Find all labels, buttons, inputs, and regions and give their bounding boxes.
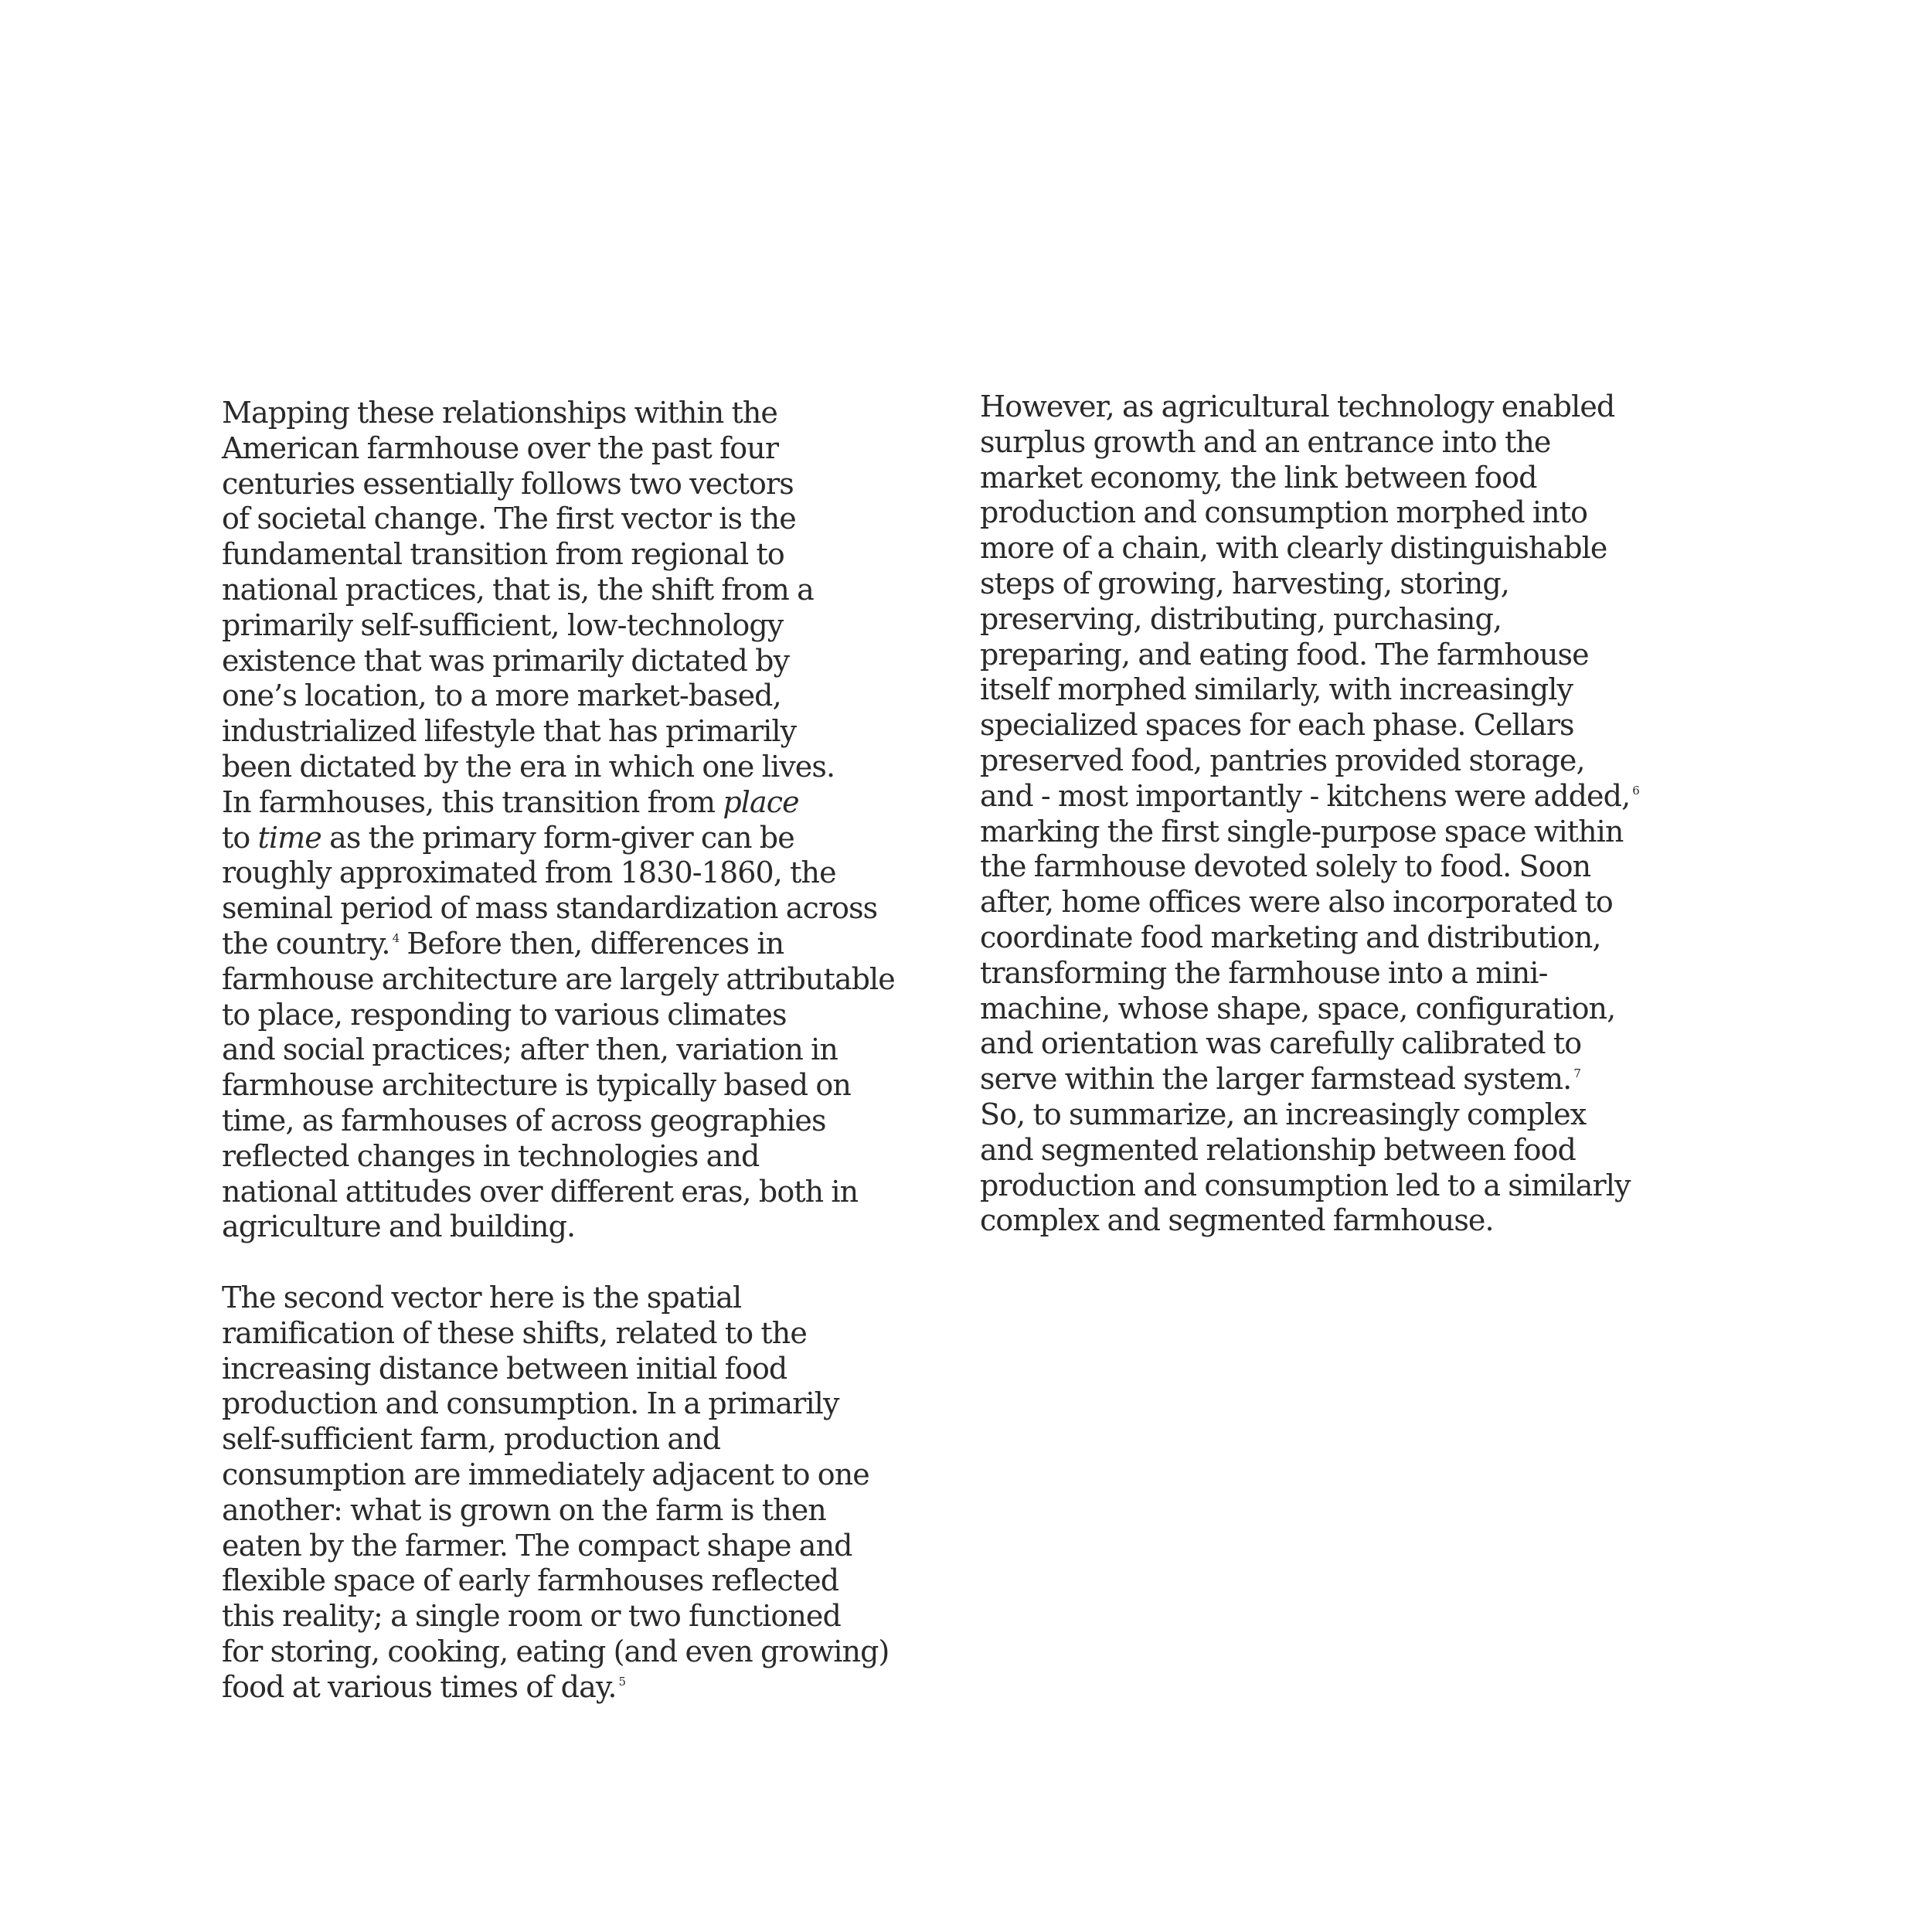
text-line: and segmented relationship between food [980, 1132, 1576, 1167]
paragraph-3 [980, 389, 1639, 1239]
text-line: the farmhouse devoted solely to food. Soon [980, 849, 1591, 884]
text-line: itself morphed similarly, with increasingly [980, 672, 1573, 707]
text-line: complex and segmented farmhouse. [980, 1203, 1494, 1238]
text-line [222, 785, 855, 821]
text-line: one’s location, to a more market-based, [222, 679, 781, 713]
text-line: roughly approximated from 1830-1860, the [222, 855, 836, 890]
text-line [980, 1062, 1614, 1097]
text-line: flexible space of early farmhouses reflected [222, 1563, 839, 1598]
text-line: machine, whose shape, space, configuration, [980, 991, 1616, 1026]
text-line: eaten by the farmer. The compact shape and [222, 1528, 852, 1563]
text-line: The second vector here is the spatial [222, 1280, 742, 1315]
text-line: However, as agricultural technology enabled [980, 389, 1615, 423]
text-run: Before then, differences in [399, 926, 784, 961]
text-line: preserved food, pantries provided storage, [980, 743, 1585, 777]
text-line: preparing, and eating food. The farmhouse [980, 637, 1589, 672]
text-run: and - most importantly - kitchens were added, [980, 778, 1631, 813]
text-line [222, 927, 855, 962]
text-run: In farmhouses, this transition from [222, 784, 723, 819]
text-line: fundamental transition from regional to [222, 537, 784, 572]
text-line: after, home offices were also incorporated to [980, 885, 1613, 920]
left-column [222, 396, 895, 1705]
text-run: serve within the larger farmstead system. [980, 1062, 1572, 1097]
text-line: been dictated by the era in which one lives. [222, 749, 835, 784]
text-line: primarily self-sufficient, low-technology [222, 607, 784, 642]
text-line: production and consumption. In a primarily [222, 1386, 839, 1421]
text-line: another: what is grown on the farm is then [222, 1492, 826, 1527]
text-line: American farmhouse over the past four [222, 430, 779, 465]
text-line: marking the first single-purpose space within [980, 814, 1624, 849]
text-run: food at various times of day. [222, 1669, 617, 1704]
text-line: reflected changes in technologies and [222, 1138, 760, 1173]
paragraph-1 [222, 396, 895, 1245]
text-line [980, 778, 1639, 815]
text-line [222, 1670, 855, 1706]
text-line: production and consumption led to a similarly [980, 1168, 1631, 1202]
footnote-marker-4: 4 [392, 930, 400, 945]
text-line: for storing, cooking, eating (and even growing) [222, 1634, 889, 1668]
text-run: as the primary form-giver can be [321, 820, 794, 855]
footnote-marker-5: 5 [618, 1674, 626, 1689]
text-run: the country. [222, 926, 390, 961]
text-line: this reality; a single room or two functioned [222, 1599, 841, 1634]
text-line: increasing distance between initial food [222, 1351, 787, 1386]
footnote-marker-7: 7 [1573, 1066, 1580, 1081]
footnote-marker-6: 6 [1632, 783, 1639, 798]
text-line: So, to summarize, an increasingly complex [980, 1097, 1587, 1131]
text-line: time, as farmhouses of across geographies [222, 1103, 826, 1138]
text-line [222, 821, 855, 856]
text-line: industrialized lifestyle that has primarily [222, 714, 797, 749]
text-line: specialized spaces for each phase. Cellars [980, 708, 1574, 743]
text-line: surplus growth and an entrance into the [980, 424, 1551, 459]
text-line: to place, responding to various climates [222, 997, 787, 1032]
text-run: to [222, 820, 258, 855]
text-line: national attitudes over different eras, both in [222, 1174, 859, 1209]
text-line: centuries essentially follows two vectors [222, 466, 794, 501]
right-column [980, 389, 1639, 1239]
text-line: Mapping these relationships within the [222, 396, 777, 430]
text-line: more of a chain, with clearly distinguishable [980, 531, 1607, 566]
paragraph-2 [222, 1280, 889, 1706]
text-line: seminal period of mass standardization across [222, 891, 878, 926]
paragraph-spacer [222, 1245, 855, 1281]
italic-word-place: place [723, 784, 799, 819]
text-line: and orientation was carefully calibrated to [980, 1026, 1582, 1061]
text-line: agriculture and building. [222, 1209, 576, 1244]
text-line: farmhouse architecture are largely attributable [222, 961, 895, 996]
text-line: market economy, the link between food [980, 460, 1537, 495]
italic-word-time: time [257, 820, 321, 855]
text-line: steps of growing, harvesting, storing, [980, 566, 1509, 600]
text-line: national practices, that is, the shift from a [222, 572, 814, 607]
text-line: production and consumption morphed into [980, 495, 1588, 530]
text-line: self-sufficient farm, production and [222, 1422, 721, 1457]
text-line: farmhouse architecture is typically based on [222, 1068, 851, 1103]
text-line: transforming the farmhouse into a mini- [980, 955, 1548, 990]
text-line: of societal change. The first vector is the [222, 502, 796, 536]
text-line: preserving, distributing, purchasing, [980, 601, 1502, 636]
text-line: consumption are immediately adjacent to one [222, 1457, 869, 1492]
text-line: and social practices; after then, variation in [222, 1032, 838, 1067]
text-line: coordinate food marketing and distribution, [980, 920, 1601, 954]
text-line: existence that was primarily dictated by [222, 643, 790, 678]
text-line: ramification of these shifts, related to the [222, 1315, 807, 1350]
